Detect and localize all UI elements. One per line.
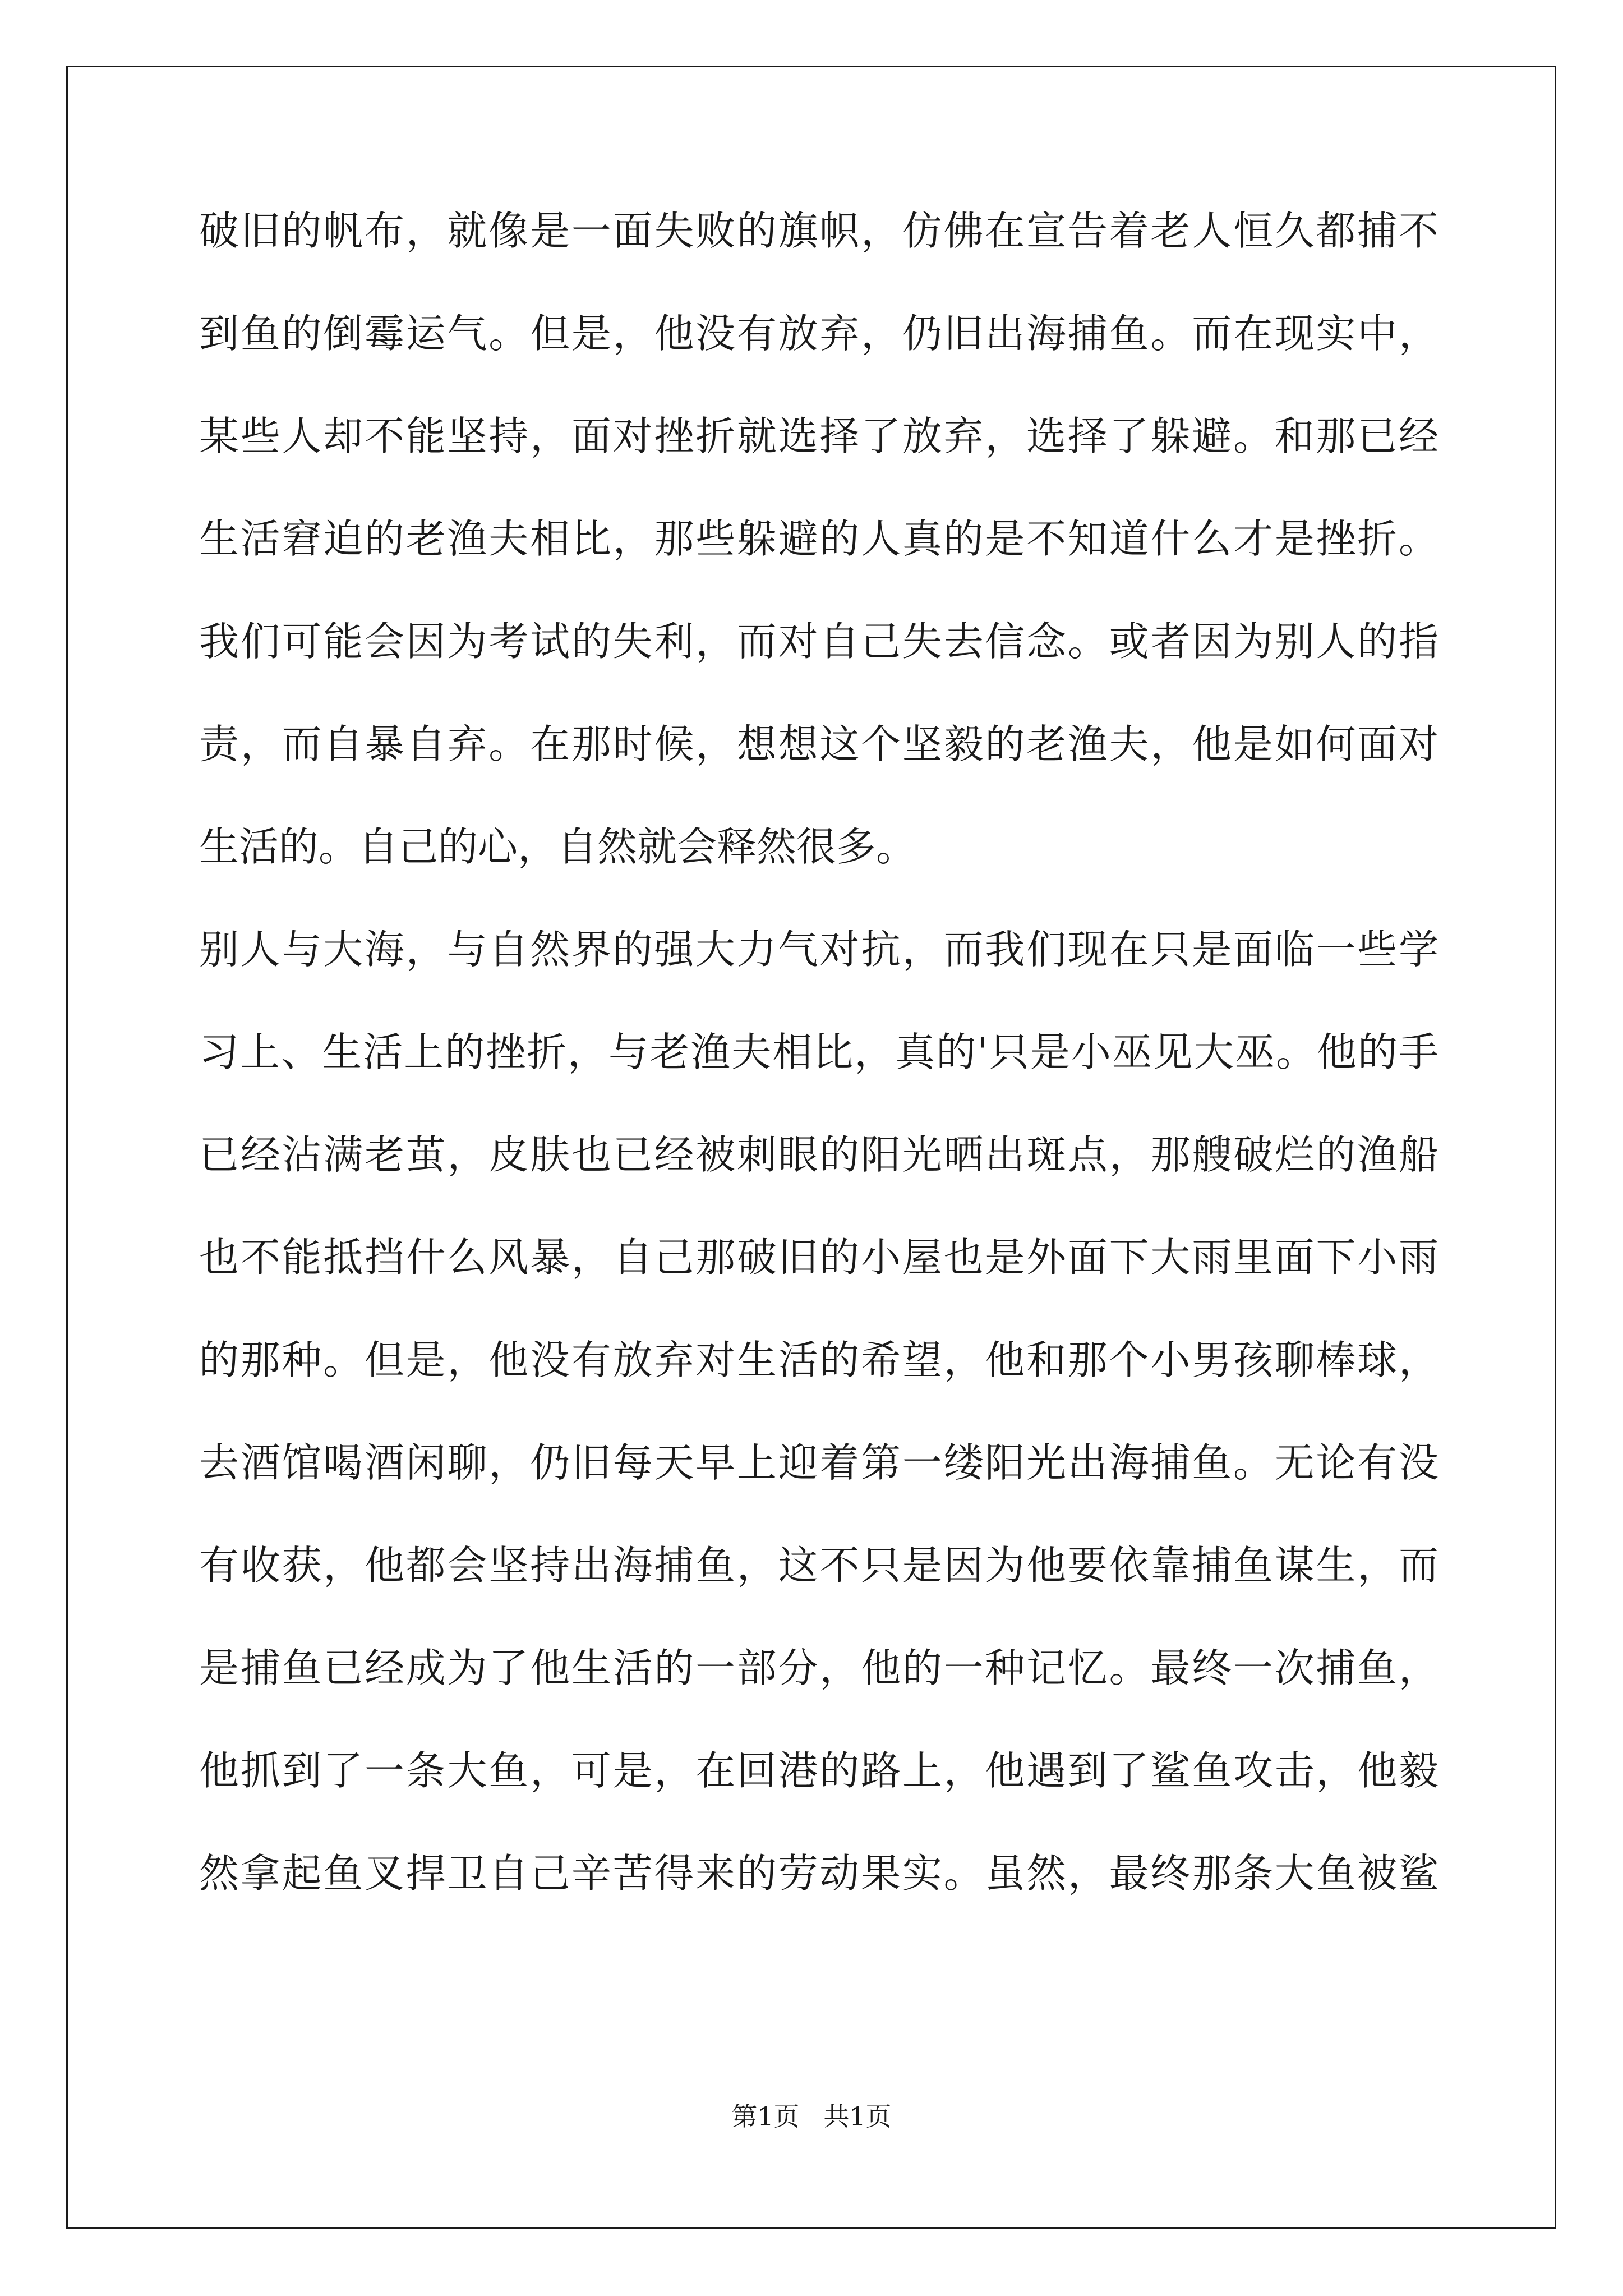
- text-line: 别人与大海，与自然界的强大力气对抗，而我们现在只是面临一些学: [199, 926, 1438, 973]
- text-line: 我们可能会因为考试的失利，而对自己失去信念。或者因为别人的指: [199, 618, 1438, 665]
- text-line: 也不能抵挡什么风暴，自己那破旧的小屋也是外面下大雨里面下小雨: [199, 1234, 1438, 1281]
- text-line: 然拿起鱼叉捍卫自己辛苦得来的劳动果实。虽然，最终那条大鱼被鲨: [199, 1850, 1438, 1897]
- text-line: 习上、生活上的挫折，与老渔夫相比，真的'只是小巫见大巫。他的手: [199, 1029, 1438, 1075]
- text-line: 有收获，他都会坚持出海捕鱼，这不只是因为他要依靠捕鱼谋生，而: [199, 1542, 1438, 1589]
- text-line: 的那种。但是，他没有放弃对生活的希望，他和那个小男孩聊棒球，: [199, 1337, 1438, 1383]
- text-line: 破旧的帆布，就像是一面失败的旗帜，仿佛在宣告着老人恒久都捕不: [199, 208, 1438, 254]
- text-line: 生活的。自己的心，自然就会释然很多。: [199, 823, 916, 870]
- text-line: 是捕鱼已经成为了他生活的一部分，他的一种记忆。最终一次捕鱼，: [199, 1645, 1438, 1691]
- page-footer: [0, 2096, 1623, 2133]
- text-line: 已经沾满老茧，皮肤也已经被刺眼的阳光晒出斑点，那艘破烂的渔船: [199, 1131, 1438, 1178]
- text-line: 去酒馆喝酒闲聊，仍旧每天早上迎着第一缕阳光出海捕鱼。无论有没: [199, 1439, 1438, 1486]
- text-line: 到鱼的倒霉运气。但是，他没有放弃，仍旧出海捕鱼。而在现实中，: [199, 310, 1438, 357]
- text-line: 生活窘迫的老渔夫相比，那些躲避的人真的是不知道什么才是挫折。: [199, 516, 1438, 562]
- page-total: 共1页: [823, 2101, 892, 2132]
- text-line: 某些人却不能坚持，面对挫折就选择了放弃，选择了躲避。和那已经: [199, 413, 1438, 459]
- text-line: 责，而自暴自弃。在那时候，想想这个坚毅的老渔夫，他是如何面对: [199, 721, 1438, 767]
- document-body: [199, 209, 1438, 1954]
- text-line: 他抓到了一条大鱼，可是，在回港的路上，他遇到了鲨鱼攻击，他毅: [199, 1747, 1438, 1794]
- page-number: 第1页: [731, 2101, 800, 2132]
